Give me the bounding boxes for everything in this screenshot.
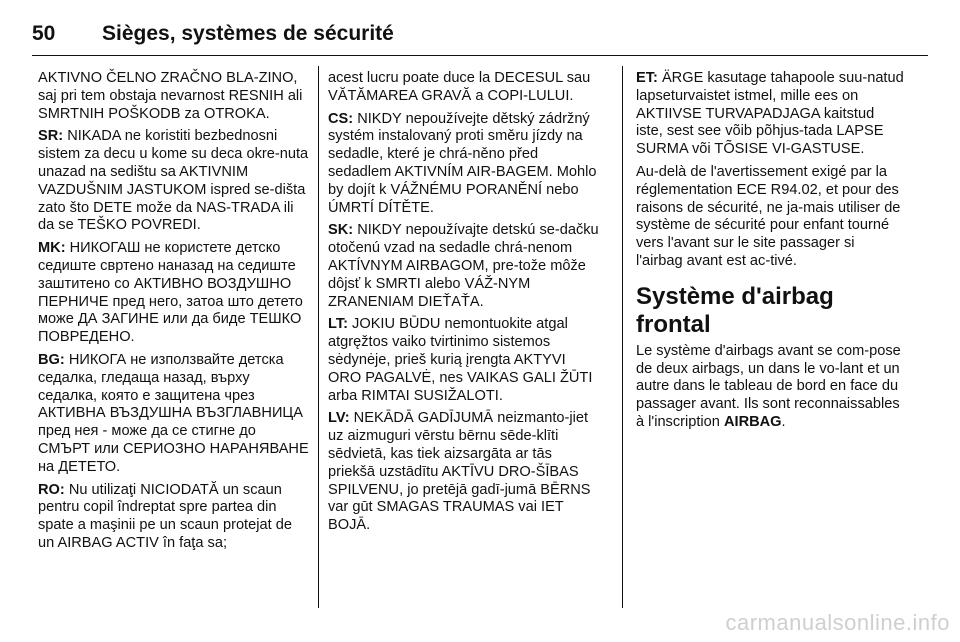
column-3 <box>636 70 904 437</box>
lang-label: RO: <box>38 481 65 498</box>
paragraph-sl: AKTIVNO ČELNO ZRAČNO BLA-ZINO, saj pri tem obstaja nevarnost RESNIH ali SMRTNIH POŠKODB za OTROKA. <box>38 70 303 122</box>
lang-label: CS: <box>328 110 354 127</box>
page-number: 50 <box>32 22 56 45</box>
section-heading: Système d'airbag frontal <box>636 282 834 338</box>
lang-label: LT: <box>328 316 348 333</box>
paragraph-cs: CS: NIKDY nepoužívejte dětský zádržný systém instalovaný proti směru jízdy na sedadle, které je chrá-něno před sedadlem AKTIVNÍM AIR-BAGEM. Mohlo by dojít k VÁŽNÉMU PORANĚNÍ nebo ÚMRTÍ DÍTĚTE. <box>328 110 597 216</box>
lang-label: SR: <box>38 128 64 145</box>
lang-label: MK: <box>38 240 66 257</box>
column-1 <box>38 70 310 558</box>
paragraph-et: ET: ÄRGE kasutage tahapoole suu-natud lapseturvaistet istmel, mille ees on AKTIIVSE TURVAPADJAGA kaitstud iste, sest see võib põhjus-tada LAPSE SURMA või TÕSISE VI-GASTUSE. <box>636 70 904 158</box>
watermark: carmanualsonline.info <box>725 610 950 635</box>
paragraph-bg: BG: НИКОГА не използвайте детска седалка, гледаща назад, върху седалка, която е защитена чрез АКТИВНА ВЪЗДУШНА ВЪЗГЛАВНИЦА пред нея - може да се стигне до СМЪРТ или СЕРИОЗНО НАРАНЯВАНЕ на ДЕТЕТО. <box>38 351 309 475</box>
header-rule <box>32 55 928 56</box>
column-divider <box>318 66 319 608</box>
lang-label: ET: <box>636 70 658 86</box>
paragraph-lv: LV: NEKĀDĀ GADĪJUMĀ neizmanto-jiet uz aizmuguri vērstu bērnu sēde-klīti sēdvietā, kas tiek aizsargāta ar tās priekšā uzstādītu AKTĪVU DRO-ŠĪBAS SPILVENU, jo pretējā gadī-jumā BĒRNS var gūt SMAGAS TRAUMAS vai IET BOJĀ. <box>328 410 591 534</box>
section-title: Sièges, systèmes de sécurité <box>102 22 394 45</box>
paragraph-fr-warning: Au-delà de l'avertissement exigé par la réglementation ECE R94.02, et pour des raisons de sécurité, ne ja-mais utiliser de système de sécurité pour enfant tourné vers l'avant sur le site passager si l'airbag avant est ac-tivé. <box>636 163 901 269</box>
lang-label: LV: <box>328 410 350 427</box>
lang-label: BG: <box>38 351 65 368</box>
paragraph-sr: SR: NIKADA ne koristiti bezbednosni sistem za decu u kome su deca okre-nuta unazad na sedištu sa AKTIVNIM VAZDUŠNIM JASTUKOM ispred se-dišta zato što DETE može da NAS-TRADA ili da se TEŠKO POVREDI. <box>38 128 309 234</box>
paragraph-ro: RO: Nu utilizaţi NICIODATĂ un scaun pentru copil îndreptat spre partea din spate a maşinii pe un scaun protejat de un AIRBAG ACTIV în faţa sa; <box>38 481 292 551</box>
column-2 <box>328 70 600 540</box>
paragraph-sk: SK: NIKDY nepoužívajte detskú se-dačku otočenú vzad na sedadle chrá-nenom AKTÍVNYM AIRBAGOM, pre-tože môže dôjsť k SMRTI alebo VÁŽ-NYM ZRANENIAM DIEŤAŤA. <box>328 222 599 310</box>
lang-label: SK: <box>328 222 354 239</box>
page-header <box>32 14 928 54</box>
airbag-label: AIRBAG <box>723 413 782 430</box>
paragraph-fr-airbag: Le système d'airbags avant se com-pose de deux airbags, un dans le vo-lant et un autre dans le tableau de bord en face du passager avant. Ils sont reconnaissables à l'inscription AIRBAG. <box>636 342 901 430</box>
column-divider <box>622 66 623 608</box>
paragraph-mk: MK: НИКОГАШ не користете детско седиште свртено наназад на седиште заштитено со АКТИВНО ВОЗДУШНО ПЕРНИЧЕ пред него, затоа што детето може ДА ЗАГИНЕ или да биде ТЕШКО ПОВРЕДЕНО. <box>38 240 303 346</box>
paragraph-lt: LT: JOKIU BŪDU nemontuokite atgal atgręžtos vaiko tvirtinimo sistemos sėdynėje, prieš kurią įrengta AKTYVI ORO PAGALVĖ, nes VAIKAS GALI ŽŪTI arba RIMTAI SUSIŽALOTI. <box>328 316 593 404</box>
paragraph-ro-cont: acest lucru poate duce la DECESUL sau VĂTĂMAREA GRAVĂ a COPI-LULUI. <box>328 70 591 104</box>
